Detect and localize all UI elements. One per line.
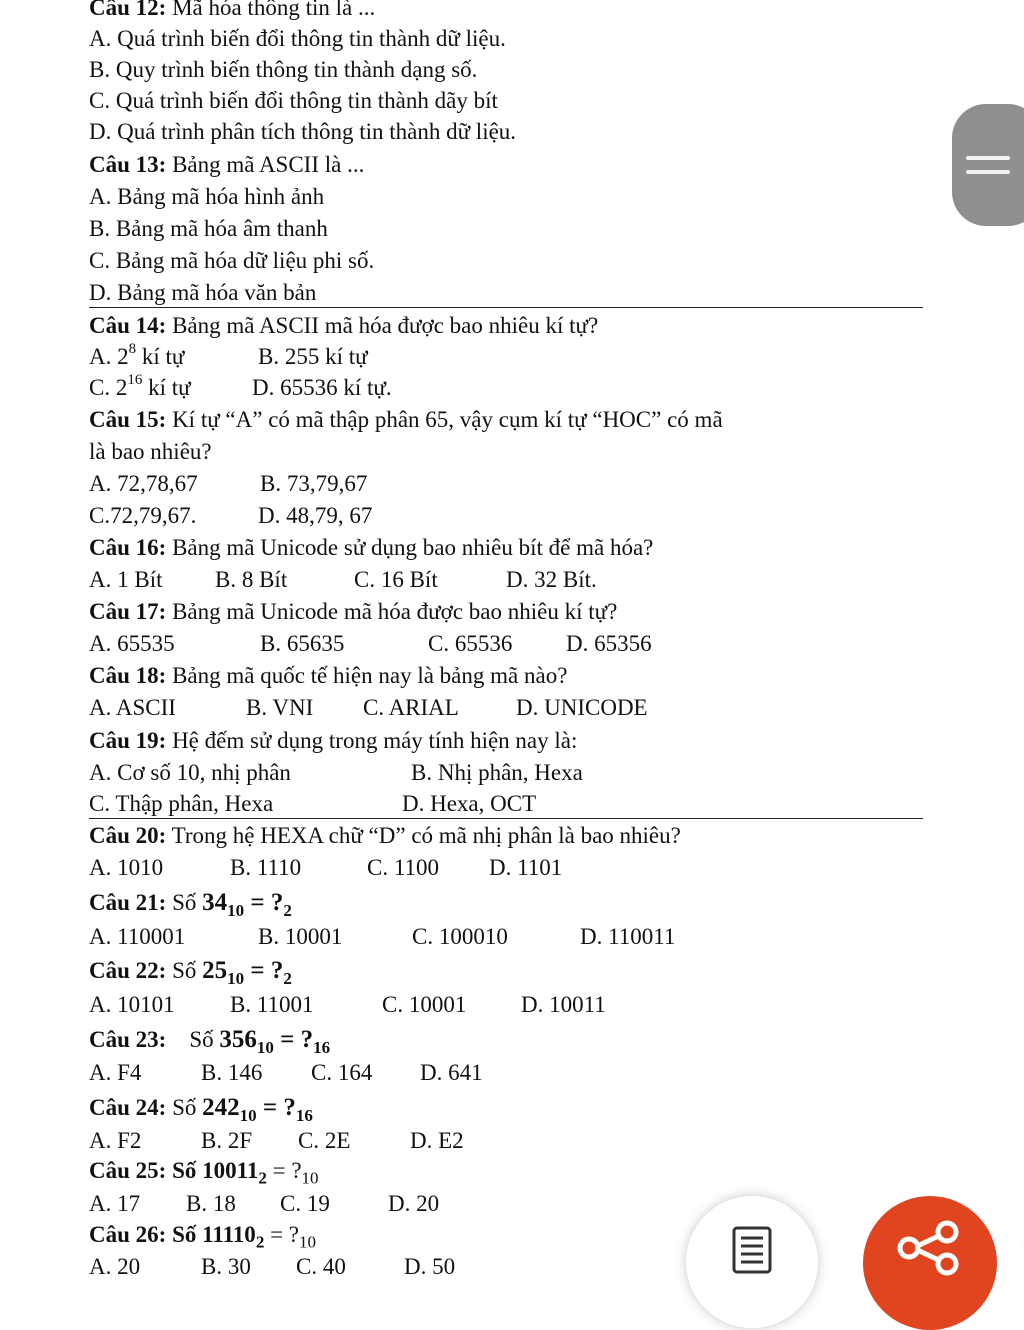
question-text: Kí tự “A” có mã thập phân 65, vậy cụm kí tự “HOC” có mã bbox=[166, 407, 723, 432]
question-label: Câu 24: bbox=[89, 1095, 167, 1120]
option: A. F2 bbox=[89, 1128, 142, 1153]
scroll-handle[interactable] bbox=[952, 104, 1024, 226]
divider bbox=[89, 307, 923, 308]
options-row bbox=[89, 342, 909, 372]
option: D. 110011 bbox=[580, 924, 676, 949]
question-15 bbox=[89, 405, 723, 435]
question-text: Hệ đếm sử dụng trong máy tính hiện nay là: bbox=[166, 728, 578, 753]
conversion-expression: $242_{10}$ = $?_{16}$ bbox=[202, 1094, 313, 1125]
options-row bbox=[89, 789, 909, 819]
question-26: Câu 26: Số $11110_2$ = $?_{10}$ bbox=[89, 1222, 316, 1252]
option: A. 1 Bít bbox=[89, 567, 163, 592]
option: A. 72,78,67 bbox=[89, 471, 198, 496]
question-22: Câu 22: Số $25_{10}$ = $?_2$ bbox=[89, 957, 292, 988]
option: B. 18 bbox=[186, 1191, 236, 1216]
option: B. 11001 bbox=[230, 992, 314, 1017]
option: B. Bảng mã hóa âm thanh bbox=[89, 216, 328, 241]
option: C. Bảng mã hóa dữ liệu phi số. bbox=[89, 248, 375, 273]
option: C. 164 bbox=[311, 1060, 373, 1085]
option: D. 1101 bbox=[489, 855, 563, 880]
option: C. 1100 bbox=[367, 855, 439, 880]
question-text: Trong hệ HEXA chữ “D” có mã nhị phân là bao nhiêu? bbox=[166, 823, 681, 848]
option: C.72,79,67. bbox=[89, 503, 197, 528]
option: B. VNI bbox=[246, 695, 314, 720]
conversion-expression: $11110_2$ = $?_{10}$ bbox=[202, 1222, 316, 1252]
question-label: Câu 23: bbox=[89, 1027, 167, 1052]
question-label: Câu 19: bbox=[89, 728, 167, 753]
share-button[interactable] bbox=[863, 1196, 997, 1330]
option: D. 65536 kí tự. bbox=[252, 375, 392, 400]
option: D. 48,79, 67 bbox=[258, 503, 373, 528]
option: C. 65536 bbox=[428, 631, 513, 656]
options-row bbox=[89, 469, 909, 499]
question-label: Câu 17: bbox=[89, 599, 167, 624]
question-label: Câu 14: bbox=[89, 313, 167, 338]
option: C. 40 bbox=[296, 1254, 346, 1279]
conversion-expression: $25_{10}$ = $?_2$ bbox=[202, 957, 292, 988]
option: A. 65535 bbox=[89, 631, 175, 656]
options-row bbox=[89, 373, 909, 403]
question-label: Câu 21: bbox=[89, 890, 167, 915]
options-row bbox=[89, 501, 909, 531]
question-label: Câu 20: bbox=[89, 823, 167, 848]
option: C. 16 Bít bbox=[354, 567, 438, 592]
options-row bbox=[89, 629, 909, 659]
share-icon bbox=[863, 1196, 997, 1330]
option: B. 30 bbox=[201, 1254, 251, 1279]
question-label: Câu 12: bbox=[89, 0, 167, 20]
conversion-expression: $356_{10}$ = $?_{16}$ bbox=[219, 1026, 331, 1057]
question-text: Bảng mã Unicode mã hóa được bao nhiêu kí tự? bbox=[166, 599, 618, 624]
options-row bbox=[89, 693, 909, 723]
option: D. E2 bbox=[410, 1128, 464, 1153]
question-12 bbox=[89, 0, 375, 23]
question-label: Câu 26: bbox=[89, 1222, 167, 1247]
question-16 bbox=[89, 533, 653, 563]
option: C. 10001 bbox=[382, 992, 467, 1017]
option: B. Quy trình biến thông tin thành dạng số. bbox=[89, 57, 478, 82]
question-label: Câu 25: bbox=[89, 1158, 167, 1183]
option: C. $2^{16}$ kí tự bbox=[89, 372, 191, 400]
option: D. Quá trình phân tích thông tin thành dữ liệu. bbox=[89, 119, 517, 144]
option: A. Cơ số 10, nhị phân bbox=[89, 760, 291, 785]
option: B. 146 bbox=[201, 1060, 263, 1085]
option: B. 1110 bbox=[230, 855, 302, 880]
option: D. 50 bbox=[404, 1254, 456, 1279]
question-text: Bảng mã quốc tế hiện nay là bảng mã nào? bbox=[166, 663, 568, 688]
question-19 bbox=[89, 726, 577, 756]
option: D. Hexa, OCT bbox=[402, 791, 537, 816]
option: D. 65356 bbox=[566, 631, 652, 656]
option: A. 110001 bbox=[89, 924, 186, 949]
option: A. Bảng mã hóa hình ảnh bbox=[89, 184, 325, 209]
question-label: Câu 15: bbox=[89, 407, 167, 432]
option: A. 1010 bbox=[89, 855, 164, 880]
option: C. 19 bbox=[280, 1191, 330, 1216]
question-text: Bảng mã Unicode sử dụng bao nhiêu bít để mã hóa? bbox=[166, 535, 654, 560]
option: A. $2^8$ kí tự bbox=[89, 341, 185, 369]
option: B. 8 Bít bbox=[215, 567, 288, 592]
question-23: Câu 23: Số $356_{10}$ = $?_{16}$ bbox=[89, 1026, 331, 1057]
option: C. Quá trình biến đổi thông tin thành dãy bít bbox=[89, 88, 498, 113]
question-text: Bảng mã ASCII là ... bbox=[166, 152, 365, 177]
conversion-expression: $10011_2$ = $?_{10}$ bbox=[202, 1158, 319, 1188]
question-20 bbox=[89, 821, 681, 851]
option: A. 10101 bbox=[89, 992, 175, 1017]
options-row bbox=[89, 565, 909, 595]
question-text: Mã hóa thông tin là ... bbox=[166, 0, 376, 20]
option: B. Nhị phân, Hexa bbox=[411, 760, 583, 785]
option: B. 10001 bbox=[258, 924, 343, 949]
option: D. Bảng mã hóa văn bản bbox=[89, 280, 317, 305]
conversion-expression: $34_{10}$ = $?_2$ bbox=[202, 889, 292, 920]
question-label: Câu 22: bbox=[89, 958, 167, 983]
option: A. F4 bbox=[89, 1060, 142, 1085]
options-row bbox=[89, 758, 909, 788]
question-label: Câu 13: bbox=[89, 152, 167, 177]
option: A. 20 bbox=[89, 1254, 141, 1279]
option: D. 641 bbox=[420, 1060, 483, 1085]
option: D. UNICODE bbox=[516, 695, 648, 720]
question-label: Câu 16: bbox=[89, 535, 167, 560]
question-13 bbox=[89, 150, 364, 180]
question-18 bbox=[89, 661, 567, 691]
question-text-continued: là bao nhiêu? bbox=[89, 439, 212, 464]
option: A. Quá trình biến đổi thông tin thành dữ liệu. bbox=[89, 26, 506, 51]
question-17 bbox=[89, 597, 617, 627]
document-lines-icon bbox=[686, 1196, 818, 1328]
question-24: Câu 24: Số $242_{10}$ = $?_{16}$ bbox=[89, 1094, 313, 1125]
option: D. 32 Bít. bbox=[506, 567, 597, 592]
option: C. Thập phân, Hexa bbox=[89, 791, 274, 816]
option: A. ASCII bbox=[89, 695, 176, 720]
question-25: Câu 25: Số $10011_2$ = $?_{10}$ bbox=[89, 1158, 319, 1188]
option: D. 10011 bbox=[521, 992, 606, 1017]
option: B. 73,79,67 bbox=[260, 471, 368, 496]
question-21: Câu 21: Số $34_{10}$ = $?_2$ bbox=[89, 889, 292, 920]
options-row bbox=[89, 990, 909, 1020]
option: C. 100010 bbox=[412, 924, 508, 949]
options-row bbox=[89, 1126, 909, 1156]
question-label: Câu 18: bbox=[89, 663, 167, 688]
option: B. 2F bbox=[201, 1128, 253, 1153]
option: B. 255 kí tự bbox=[258, 344, 368, 369]
document-view-button[interactable] bbox=[686, 1196, 818, 1328]
options-row bbox=[89, 853, 909, 883]
options-row bbox=[89, 922, 909, 952]
question-14 bbox=[89, 311, 598, 341]
question-text: Bảng mã ASCII mã hóa được bao nhiêu kí tự? bbox=[166, 313, 599, 338]
option: C. 2E bbox=[298, 1128, 351, 1153]
option: C. ARIAL bbox=[363, 695, 459, 720]
option: A. 17 bbox=[89, 1191, 141, 1216]
divider bbox=[89, 818, 923, 819]
option: D. 20 bbox=[388, 1191, 440, 1216]
options-row bbox=[89, 1058, 909, 1088]
option: B. 65635 bbox=[260, 631, 345, 656]
